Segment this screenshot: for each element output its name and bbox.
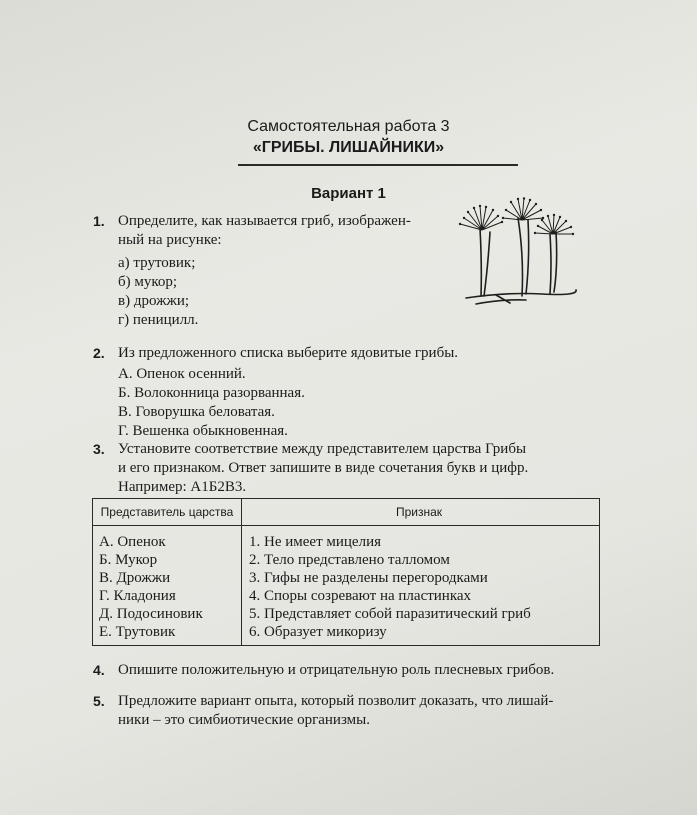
work-subtitle: «ГРИБЫ. ЛИШАЙНИКИ» — [252, 139, 445, 156]
question-3-line-1: Установите соответствие между представителем царства Грибы — [118, 441, 527, 457]
mucor-fungus-drawing — [446, 196, 586, 311]
table-left-cell: В. Дрожжи — [99, 570, 171, 586]
table-left-cell: А. Опенок — [99, 534, 166, 550]
question-2-option-a: А. Опенок осенний. — [118, 366, 246, 382]
variant-heading: Вариант 1 — [311, 185, 386, 202]
question-3-number: 3. — [93, 441, 105, 457]
table-header-feature: Признак — [395, 505, 443, 519]
table-left-cell: Г. Кладония — [99, 588, 176, 604]
question-2-number: 2. — [93, 345, 105, 361]
table-left-cell: Б. Мукор — [99, 552, 158, 568]
question-2-option-d: Г. Вешенка обыкновенная. — [118, 423, 288, 439]
question-2-option-b: Б. Волоконница разорванная. — [118, 385, 305, 401]
question-4-number: 4. — [93, 662, 105, 678]
question-1-line-2: ный на рисунке: — [118, 232, 222, 248]
question-4-line-1: Опишите положительную и отрицательную роль плесневых грибов. — [118, 662, 555, 678]
table-left-cell: Е. Трутовик — [99, 624, 176, 640]
table-right-cell: 5. Представляет собой паразитический гриб — [249, 606, 531, 622]
question-5-line-1: Предложите вариант опыта, который позволит доказать, что лишай- — [118, 693, 554, 709]
table-column-divider — [241, 499, 242, 645]
question-1-option-d: г) пеницилл. — [118, 312, 199, 328]
table-header-representative: Представитель царства — [100, 505, 234, 519]
question-5-number: 5. — [93, 693, 105, 709]
question-2-line-1: Из предложенного списка выберите ядовитые грибы. — [118, 345, 459, 361]
question-1-option-c: в) дрожжи; — [118, 293, 190, 309]
table-right-cell: 3. Гифы не разделены перегородками — [249, 570, 488, 586]
table-header-divider — [93, 525, 599, 526]
title-divider — [238, 164, 518, 166]
question-1-number: 1. — [93, 213, 105, 229]
table-right-cell: 4. Споры созревают на пластинках — [249, 588, 472, 604]
table-left-cell: Д. Подосиновик — [99, 606, 203, 622]
question-1-option-b: б) мукор; — [118, 274, 178, 290]
table-right-cell: 1. Не имеет мицелия — [249, 534, 381, 550]
table-right-cell: 2. Тело представлено талломом — [249, 552, 450, 568]
table-right-cell: 6. Образует микоризу — [249, 624, 387, 640]
question-1-line-1: Определите, как называется гриб, изображен- — [118, 213, 411, 229]
matching-table — [92, 498, 600, 646]
question-2-option-c: В. Говорушка беловатая. — [118, 404, 275, 420]
question-3-line-3: Например: А1Б2В3. — [118, 479, 247, 495]
question-3-line-2: и его признаком. Ответ запишите в виде сочетания букв и цифр. — [118, 460, 529, 476]
question-1-option-a: а) трутовик; — [118, 255, 196, 271]
work-title: Самостоятельная работа 3 — [247, 118, 450, 135]
question-5-line-2: ники – это симбиотические организмы. — [118, 712, 370, 728]
